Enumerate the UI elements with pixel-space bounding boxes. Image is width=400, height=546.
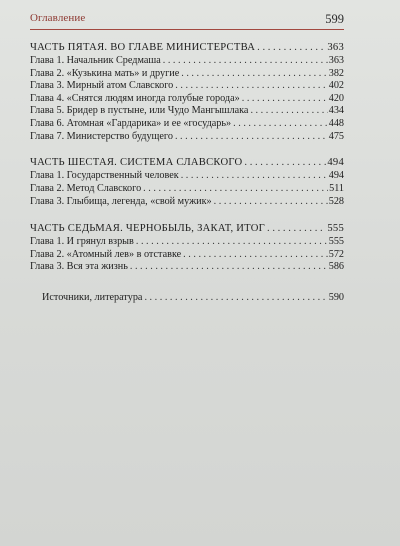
toc-chapter-title: Глава 6. Атомная «Гардарика» и ее «государь»	[30, 118, 232, 130]
dot-leader	[161, 55, 328, 68]
toc-chapter-title: Глава 2. Метод Славского	[30, 182, 142, 194]
running-head	[30, 8, 344, 28]
toc-chapter-page: 363	[328, 55, 344, 67]
toc-chapter	[30, 55, 344, 68]
dot-leader	[242, 157, 326, 170]
toc-chapter-title: Глава 3. Вся эта жизнь	[30, 261, 128, 273]
dot-leader	[265, 223, 326, 236]
toc-chapter-title: Глава 1. Начальник Средмаша	[30, 55, 161, 67]
toc-part-page: 555	[327, 223, 344, 235]
toc-chapter-title: Глава 3. Мирный атом Славского	[30, 80, 174, 92]
toc-chapter-page: 448	[328, 118, 344, 130]
toc-chapter-title: Глава 5. Бридер в пустыне, или Чудо Мангышлака	[30, 105, 249, 117]
spacer	[30, 143, 344, 157]
table-of-contents	[30, 42, 344, 305]
spacer	[30, 274, 344, 292]
toc-chapter-page: 528	[328, 195, 344, 207]
toc-part-5	[30, 42, 344, 55]
toc-chapter	[30, 183, 344, 196]
toc-chapter	[30, 105, 344, 118]
toc-chapter-page: 420	[328, 92, 344, 104]
toc-chapter	[30, 68, 344, 81]
toc-chapter-title: Глава 4. «Снятся людям иногда голубые города»	[30, 92, 240, 104]
toc-chapter	[30, 249, 344, 262]
dot-leader	[212, 196, 328, 209]
toc-chapter-page: 494	[328, 170, 344, 182]
toc-chapter-title: Глава 3. Глыбища, легенда, «свой мужик»	[30, 195, 212, 207]
toc-part-7	[30, 223, 344, 236]
dot-leader	[255, 42, 326, 55]
dot-leader	[231, 118, 328, 131]
toc-chapter	[30, 131, 344, 144]
dot-leader	[240, 93, 328, 106]
toc-chapter-page: 434	[328, 105, 344, 117]
toc-chapter-page: 572	[328, 248, 344, 260]
toc-chapter-title: Глава 2. «Кузькина мать» и другие	[30, 67, 180, 79]
toc-sources-page: 590	[328, 292, 344, 303]
toc-part-title: ЧАСТЬ ШЕСТАЯ. СИСТЕМА СЛАВСКОГО	[30, 157, 243, 169]
toc-chapter-title: Глава 7. Министерство будущего	[30, 130, 173, 142]
toc-chapter-title: Глава 1. И грянул взрыв	[30, 236, 134, 248]
toc-part-page: 363	[327, 42, 344, 53]
page-number: 599	[325, 12, 344, 26]
toc-part-title: ЧАСТЬ СЕДЬМАЯ. ЧЕРНОБЫЛЬ, ЗАКАТ, ИТОГ	[30, 223, 266, 235]
toc-chapter	[30, 170, 344, 183]
dot-leader	[179, 170, 328, 183]
dot-leader	[248, 105, 327, 118]
dot-leader	[141, 183, 328, 196]
dot-leader	[173, 80, 327, 93]
toc-chapter-title: Глава 2. «Атомный лев» в отставке	[30, 248, 182, 260]
header-rule	[30, 29, 344, 30]
dot-leader	[142, 292, 327, 305]
spacer	[30, 208, 344, 223]
dot-leader	[134, 236, 328, 249]
toc-chapter	[30, 80, 344, 93]
toc-sources	[30, 292, 344, 305]
dot-leader	[179, 68, 327, 81]
running-head-title: Оглавление	[30, 12, 86, 24]
toc-chapter-page: 382	[328, 67, 344, 79]
toc-chapter	[30, 261, 344, 274]
toc-part-6	[30, 157, 344, 170]
toc-chapter-page: 586	[328, 261, 344, 273]
toc-chapter-title: Глава 1. Государственный человек	[30, 170, 179, 182]
toc-chapter-page: 402	[328, 80, 344, 92]
dot-leader	[128, 261, 328, 274]
toc-chapter	[30, 196, 344, 209]
dot-leader	[181, 249, 328, 262]
toc-chapter	[30, 118, 344, 131]
toc-chapter	[30, 93, 344, 106]
toc-part-page: 494	[327, 157, 344, 169]
dot-leader	[173, 131, 328, 144]
toc-sources-title: Источники, литература	[42, 292, 143, 303]
toc-chapter-page: 475	[328, 130, 344, 142]
toc-chapter-page: 555	[328, 236, 344, 248]
toc-chapter-page: 511	[329, 182, 344, 194]
toc-chapter	[30, 236, 344, 249]
toc-part-title: ЧАСТЬ ПЯТАЯ. ВО ГЛАВЕ МИНИСТЕРСТВА	[30, 42, 256, 53]
